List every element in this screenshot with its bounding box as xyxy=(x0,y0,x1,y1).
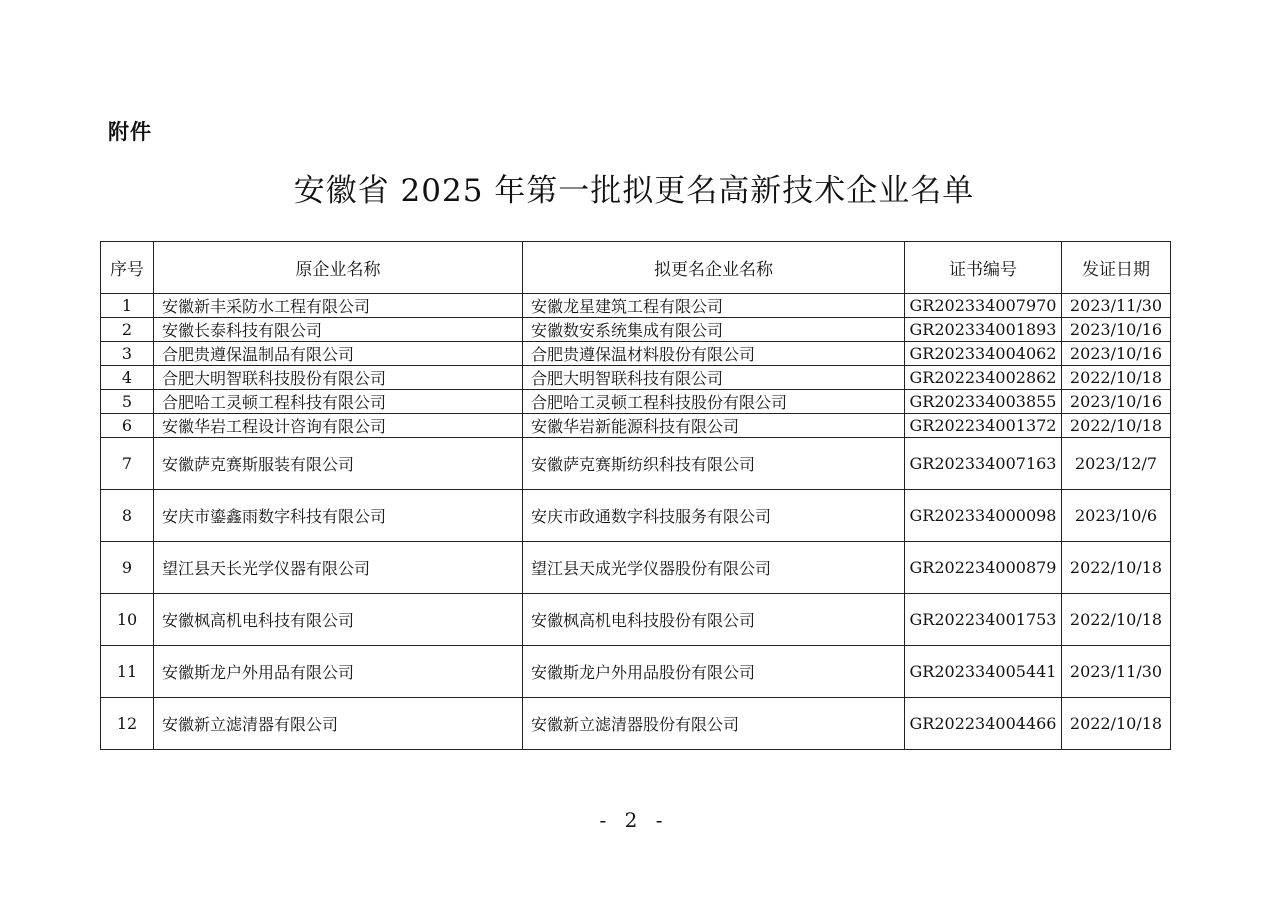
row-certificate-no: GR202334007970 xyxy=(905,294,1062,318)
table-row xyxy=(101,646,1171,698)
page-number: - 2 - xyxy=(599,808,669,832)
row-issue-date: 2022/10/18 xyxy=(1062,414,1171,438)
row-certificate-no: GR202334001893 xyxy=(905,318,1062,342)
header-new-name: 拟更名企业名称 xyxy=(523,242,905,294)
row-new-name: 安徽龙星建筑工程有限公司 xyxy=(523,294,905,318)
company-rename-table xyxy=(100,241,1171,750)
row-new-name: 合肥大明智联科技有限公司 xyxy=(523,366,905,390)
table-header-row xyxy=(101,242,1171,294)
header-index: 序号 xyxy=(101,242,154,294)
row-new-name: 安徽华岩新能源科技有限公司 xyxy=(523,414,905,438)
row-index: 12 xyxy=(101,698,154,750)
row-index: 9 xyxy=(101,542,154,594)
row-original-name: 安徽萨克赛斯服装有限公司 xyxy=(154,438,523,490)
row-index: 2 xyxy=(101,318,154,342)
row-new-name: 合肥哈工灵顿工程科技股份有限公司 xyxy=(523,390,905,414)
row-issue-date: 2023/10/16 xyxy=(1062,390,1171,414)
table-row xyxy=(101,342,1171,366)
row-original-name: 安庆市鎏鑫雨数字科技有限公司 xyxy=(154,490,523,542)
row-certificate-no: GR202234001372 xyxy=(905,414,1062,438)
row-new-name: 安徽数安系统集成有限公司 xyxy=(523,318,905,342)
row-issue-date: 2022/10/18 xyxy=(1062,542,1171,594)
header-issue-date: 发证日期 xyxy=(1062,242,1171,294)
row-issue-date: 2022/10/18 xyxy=(1062,366,1171,390)
row-original-name: 安徽新丰采防水工程有限公司 xyxy=(154,294,523,318)
row-issue-date: 2022/10/18 xyxy=(1062,594,1171,646)
row-certificate-no: GR202234004466 xyxy=(905,698,1062,750)
row-issue-date: 2023/10/16 xyxy=(1062,342,1171,366)
row-issue-date: 2023/11/30 xyxy=(1062,294,1171,318)
row-issue-date: 2023/12/7 xyxy=(1062,438,1171,490)
row-certificate-no: GR202234001753 xyxy=(905,594,1062,646)
row-new-name: 合肥贵遵保温材料股份有限公司 xyxy=(523,342,905,366)
row-original-name: 望江县天长光学仪器有限公司 xyxy=(154,542,523,594)
row-index: 3 xyxy=(101,342,154,366)
row-issue-date: 2023/11/30 xyxy=(1062,646,1171,698)
row-certificate-no: GR202334007163 xyxy=(905,438,1062,490)
row-original-name: 合肥贵遵保温制品有限公司 xyxy=(154,342,523,366)
row-new-name: 安庆市政通数字科技服务有限公司 xyxy=(523,490,905,542)
row-new-name: 安徽萨克赛斯纺织科技有限公司 xyxy=(523,438,905,490)
row-new-name: 望江县天成光学仪器股份有限公司 xyxy=(523,542,905,594)
row-index: 8 xyxy=(101,490,154,542)
row-index: 1 xyxy=(101,294,154,318)
row-original-name: 安徽华岩工程设计咨询有限公司 xyxy=(154,414,523,438)
table-row xyxy=(101,594,1171,646)
row-index: 10 xyxy=(101,594,154,646)
row-certificate-no: GR202334000098 xyxy=(905,490,1062,542)
row-issue-date: 2023/10/6 xyxy=(1062,490,1171,542)
row-certificate-no: GR202234002862 xyxy=(905,366,1062,390)
table-row xyxy=(101,366,1171,390)
row-new-name: 安徽新立滤清器股份有限公司 xyxy=(523,698,905,750)
table-row xyxy=(101,390,1171,414)
table-row xyxy=(101,318,1171,342)
document-title: 安徽省 2025 年第一批拟更名高新技术企业名单 xyxy=(293,173,975,209)
row-original-name: 合肥哈工灵顿工程科技有限公司 xyxy=(154,390,523,414)
table-row xyxy=(101,490,1171,542)
row-original-name: 安徽斯龙户外用品有限公司 xyxy=(154,646,523,698)
row-index: 7 xyxy=(101,438,154,490)
header-certificate-no: 证书编号 xyxy=(905,242,1062,294)
row-index: 11 xyxy=(101,646,154,698)
row-issue-date: 2023/10/16 xyxy=(1062,318,1171,342)
header-original-name: 原企业名称 xyxy=(154,242,523,294)
row-certificate-no: GR202234000879 xyxy=(905,542,1062,594)
row-original-name: 安徽长泰科技有限公司 xyxy=(154,318,523,342)
row-original-name: 合肥大明智联科技股份有限公司 xyxy=(154,366,523,390)
row-original-name: 安徽枫高机电科技有限公司 xyxy=(154,594,523,646)
row-new-name: 安徽枫高机电科技股份有限公司 xyxy=(523,594,905,646)
row-certificate-no: GR202334004062 xyxy=(905,342,1062,366)
row-index: 4 xyxy=(101,366,154,390)
row-index: 5 xyxy=(101,390,154,414)
table-row xyxy=(101,542,1171,594)
row-original-name: 安徽新立滤清器有限公司 xyxy=(154,698,523,750)
row-issue-date: 2022/10/18 xyxy=(1062,698,1171,750)
table-row xyxy=(101,414,1171,438)
row-certificate-no: GR202334003855 xyxy=(905,390,1062,414)
row-certificate-no: GR202334005441 xyxy=(905,646,1062,698)
row-index: 6 xyxy=(101,414,154,438)
table-row xyxy=(101,438,1171,490)
table-row xyxy=(101,698,1171,750)
table-row xyxy=(101,294,1171,318)
attachment-label: 附件 xyxy=(108,120,152,144)
row-new-name: 安徽斯龙户外用品股份有限公司 xyxy=(523,646,905,698)
